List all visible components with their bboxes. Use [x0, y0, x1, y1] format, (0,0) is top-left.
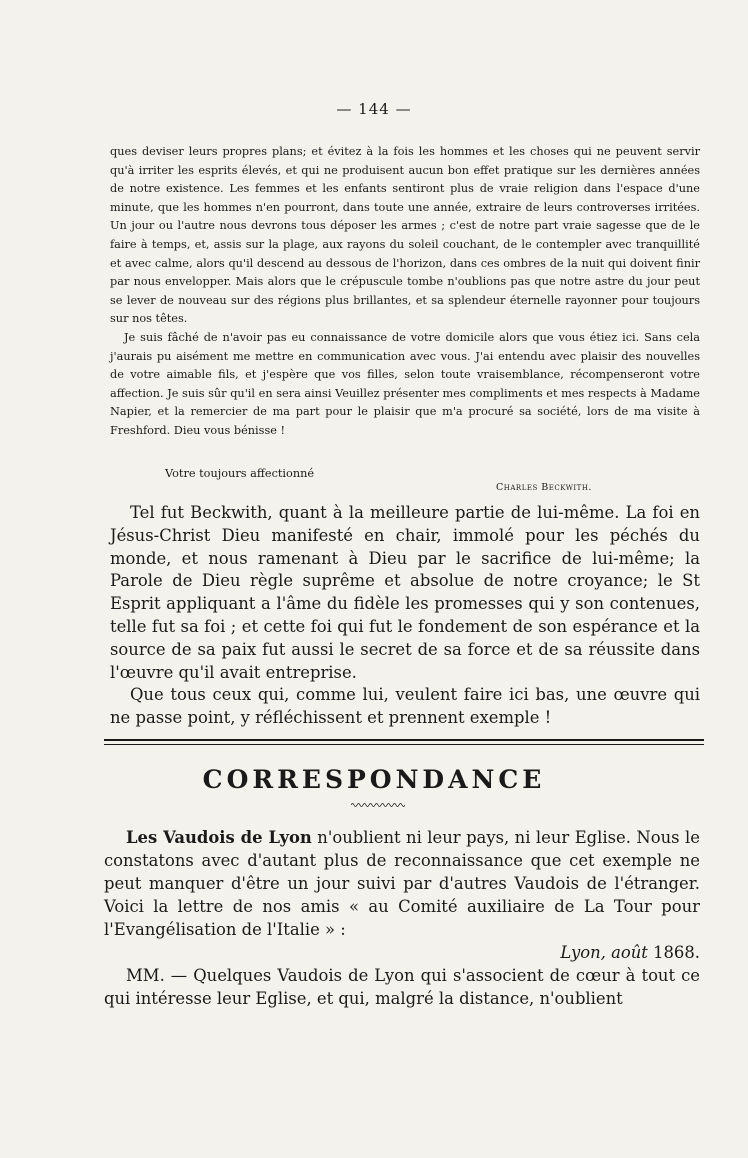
letter-signature: Charles Beckwith.	[496, 482, 592, 493]
dateline-place: Lyon, août	[560, 943, 648, 962]
letter-paragraph: Je suis fâché de n'avoir pas eu connaissance de votre domicile alors que vous étiez ici. Sans cela j'aurais pu aisément me mettre en communication avec vous. J'ai entendu avec plaisir des nouvelles de votre aimable fils, et j'espère que vos filles, selon toute vraisemblance, récompenseront votre affection. Je suis sûr qu'il en sera ainsi Veuillez présenter mes compliments et mes respects à Madame Napier, et la remercier de ma part pour le plaisir que m'a procuré sa société, lors de ma visite à Freshford. Dieu vous bénisse !	[110, 330, 700, 437]
letter-paragraph: ques deviser leurs propres plans; et évitez à la fois les hommes et les choses qui ne peuvent servir qu'à irriter les esprits élevés, et qui ne produisent aucun bon effet pratique sur les dernières années de notre existence. Les femmes et les enfants sentiront plus de vraie religion dans l'espace d'une minute, que les hommes n'en pourront, dans toute une année, extraire de leurs controverses irritées. Un jour ou l'autre nous devrons tous déposer les armes ; c'est de notre part vraie sagesse que de le faire à temps, et, assis sur la plage, aux rayons du soleil couchant, de le contempler avec tranquillité et avec calme, alors qu'il descend au dessous de l'horizon, dans ces ombres de la nuit qui doivent finir par nous envelopper. Mais alors que le crépuscule tombe n'oublions pas que notre astre du jour peut se lever de nouveau sur des régions plus brillantes, et sa splendeur éternelle rayonner pour toujours sur nos têtes.	[110, 145, 700, 326]
body-paragraph: Que tous ceux qui, comme lui, veulent faire ici bas, une œuvre qui ne passe point, y réfléchissent et prennent exemple !	[110, 685, 700, 728]
correspondence-lead: Les Vaudois de Lyon	[126, 828, 312, 847]
section-heading: CORRESPONDANCE	[202, 765, 546, 794]
page-number: — 144 —	[336, 100, 412, 118]
body-paragraph: Tel fut Beckwith, quant à la meilleure partie de lui-même. La foi en Jésus-Christ Dieu manifesté en chair, immolé pour les péchés du monde, et nous ramenant à Dieu par le sacrifice de lui-même; la Parole de Dieu règle suprême et absolue de notre croyance; le St Esprit appliquant a l'âme du fidèle les promesses qui y son contenues, telle fut sa foi ; et cette foi qui fut le fondement de son espérance et la source de sa paix fut aussi le secret de sa force et de sa réussite dans l'œuvre qu'il avait entreprise.	[110, 503, 700, 682]
correspondence-intro-text: n'oublient ni leur pays, ni leur Eglise. Nous le constatons avec d'autant plus de reconnaissance que cet exemple ne peut manquer d'être un jour suivi par d'autres Vaudois de l'étranger. Voici la lettre de nos amis « au Comité auxiliaire de La Tour pour l'Evangélisation de l'Italie » :	[104, 828, 700, 939]
dateline-year: 1868.	[647, 943, 700, 962]
correspondence-letter-start: MM. — Quelques Vaudois de Lyon qui s'associent de cœur à tout ce qui intéresse leur Eglise, et qui, malgré la distance, n'oublient	[104, 966, 700, 1008]
heading-ornament	[351, 802, 405, 808]
quoted-letter	[110, 143, 700, 441]
correspondence-body	[104, 826, 700, 1010]
dateline	[104, 941, 700, 964]
letter-closing: Votre toujours affectionné	[165, 467, 315, 480]
correspondence-intro	[104, 826, 700, 941]
section-divider-thin	[104, 744, 704, 745]
body-text	[110, 502, 700, 730]
section-divider	[104, 739, 704, 741]
